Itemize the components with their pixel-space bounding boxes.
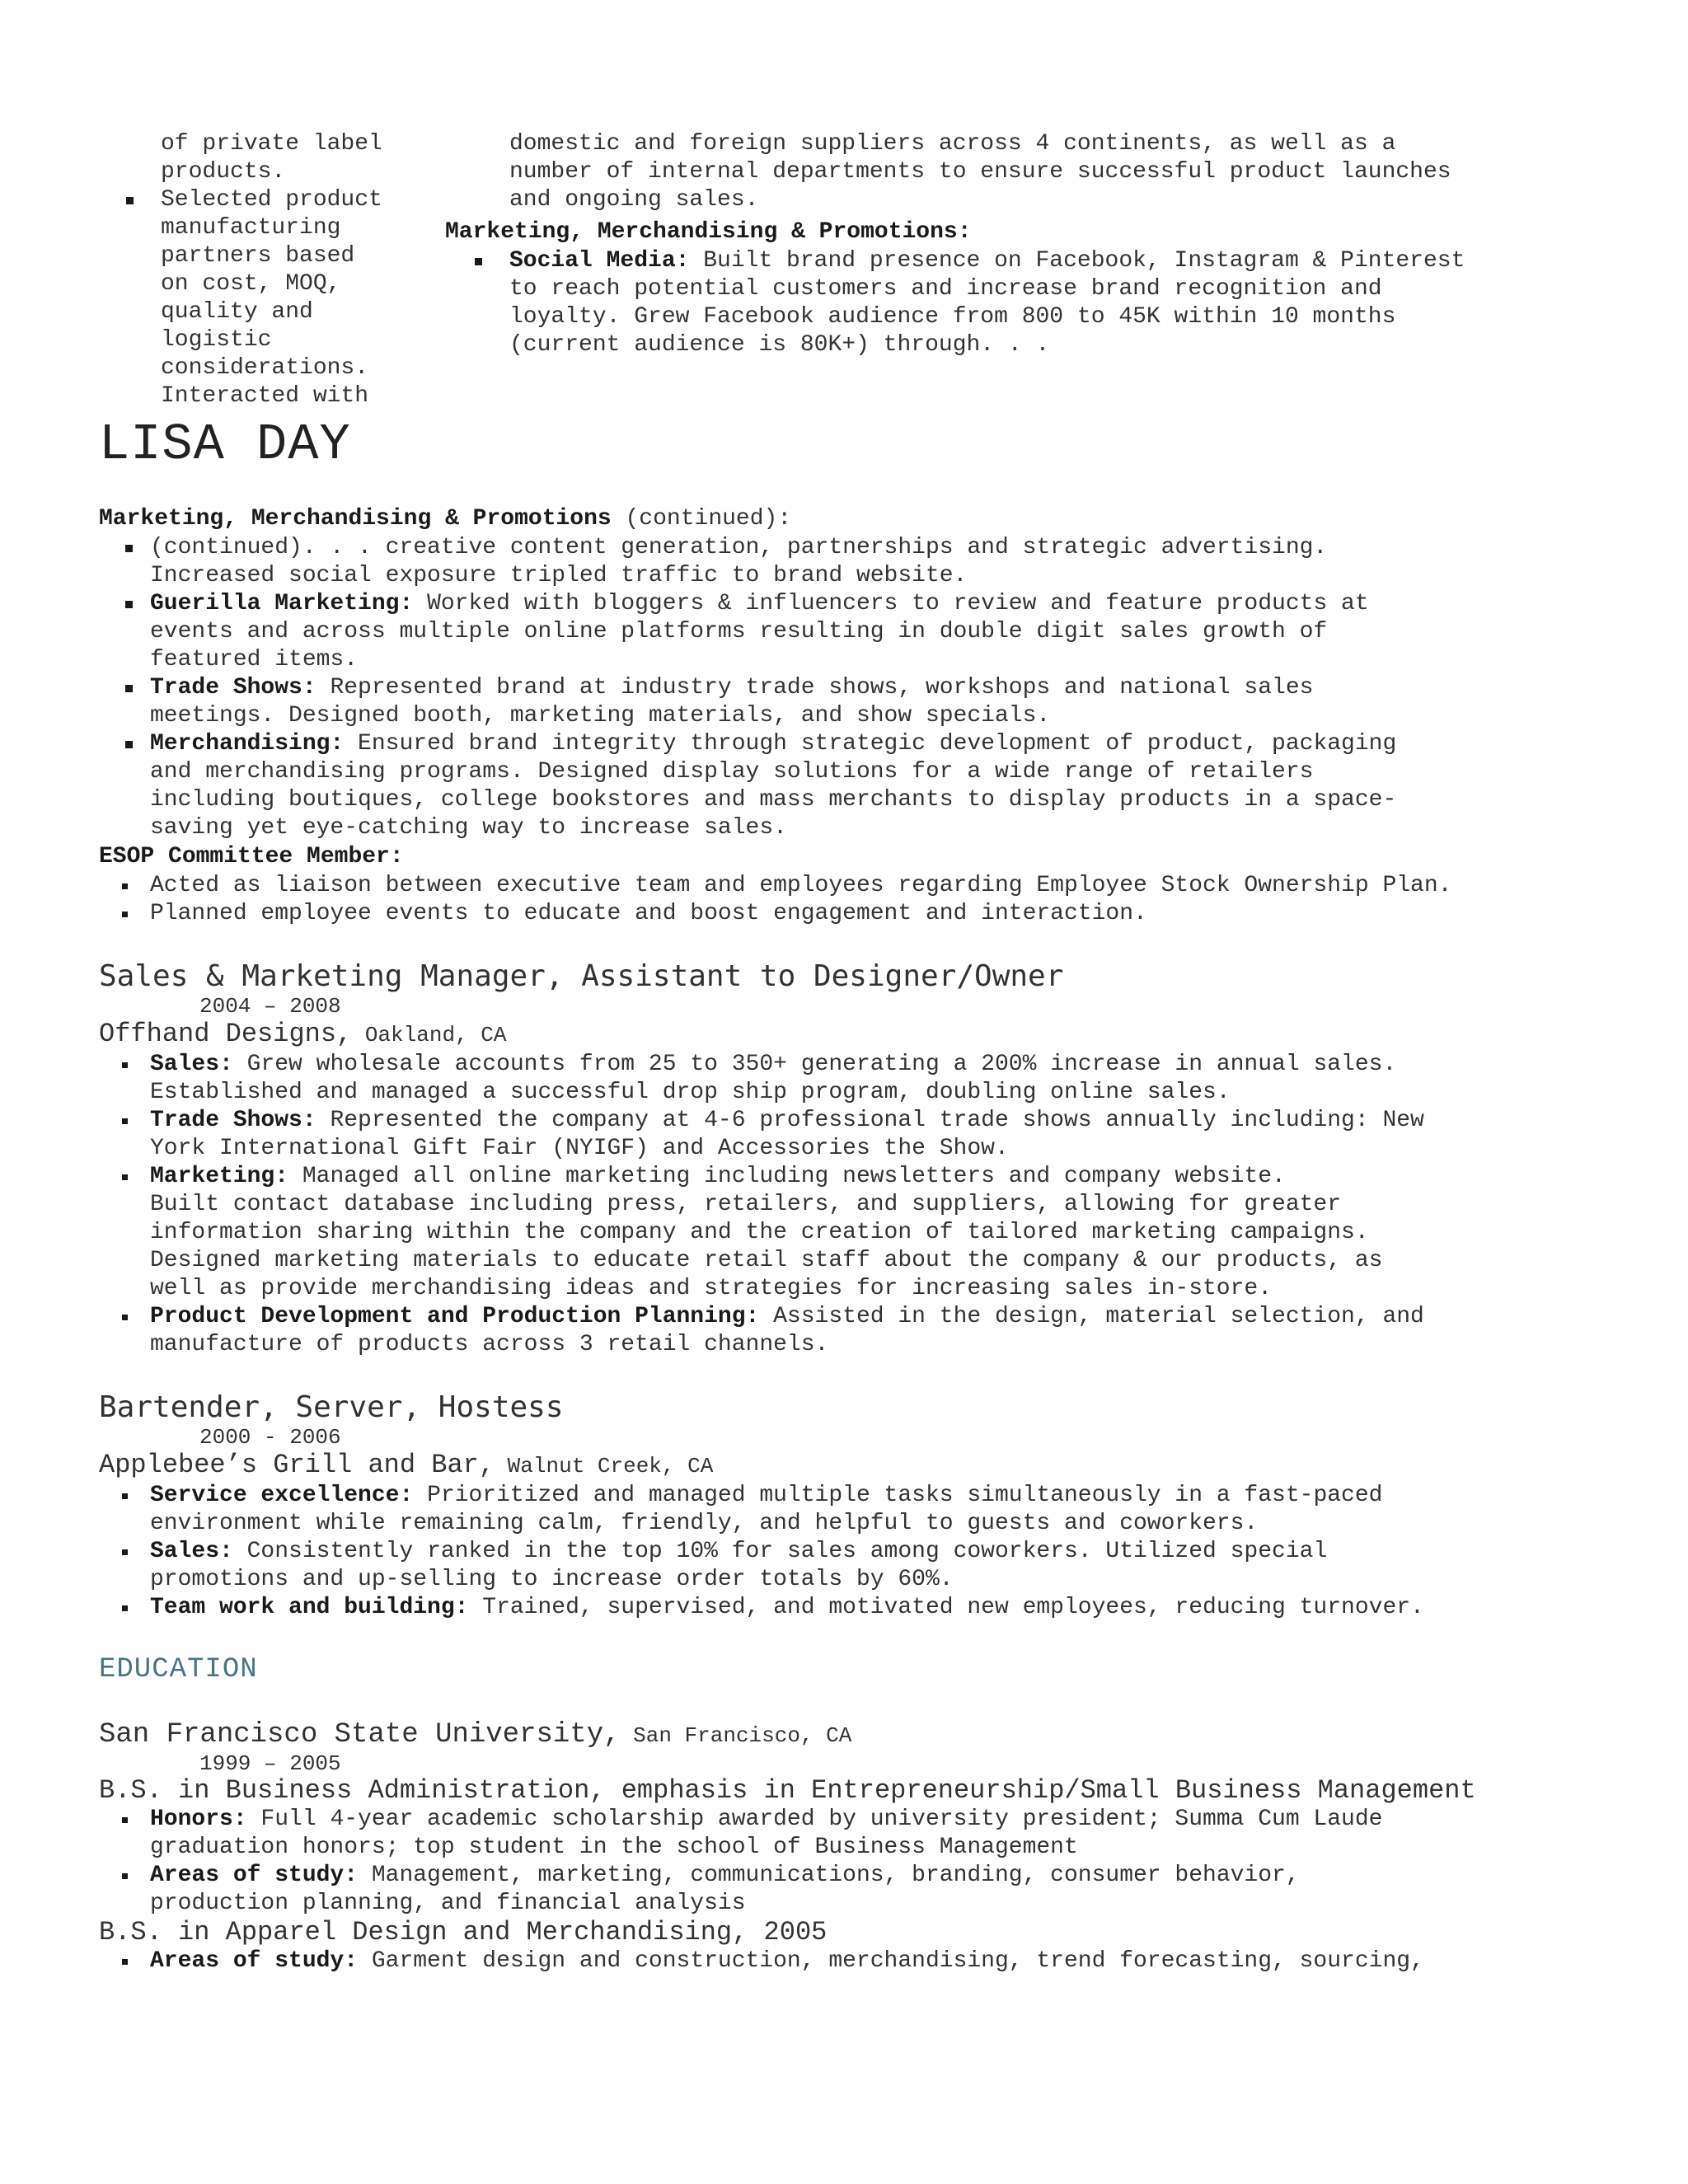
bullet-square-icon: [126, 197, 134, 204]
bullet-text: Ensured brand integrity through strategic development of product, packaging: [344, 731, 1397, 757]
bullet-line: [150, 1594, 1566, 1622]
bullet-line: meetings. Designed booth, marketing materials, and show specials.: [150, 703, 1051, 729]
list-item: [99, 534, 1566, 590]
bullet-square-icon: [122, 1174, 128, 1180]
fragment-left-column: [161, 130, 408, 410]
fragment-left-line: partners based: [161, 243, 355, 269]
fragment-right-line: [509, 247, 1550, 275]
spacer: [99, 1686, 1566, 1719]
bullet-square-icon: [122, 1873, 128, 1879]
fragment-left-line: products.: [161, 159, 286, 185]
fragment-right-line: (current audience is 80K+) through. . .: [509, 332, 1050, 358]
bullet-line: graduation honors; top student in the school of Business Management: [150, 1835, 1078, 1860]
bullet-square-icon: [122, 1315, 128, 1320]
school-name: San Francisco State University,: [99, 1719, 621, 1750]
bullet-text: Trained, supervised, and motivated new employees, reducing turnover.: [468, 1595, 1424, 1620]
bullet-line: including boutiques, college bookstores and mass merchants to display products in a space-: [150, 787, 1397, 813]
bullet-line: Increased social exposure tripled traffic to brand website.: [150, 563, 968, 588]
bullet-text: Represented the company at 4-6 professional trade shows annually including: New: [316, 1108, 1424, 1133]
bullet-label: Social Media:: [509, 248, 690, 274]
bullet-square-icon: [122, 1493, 128, 1499]
bullet-label: Merchandising:: [150, 731, 345, 757]
bullet-text: Full 4-year academic scholarship awarded by university president; Summa Cum Laude: [246, 1807, 1383, 1832]
bullet-text: Worked with bloggers & influencers to review and feature products at: [413, 591, 1369, 616]
list-item: [99, 674, 1566, 730]
bullet-line: [150, 1107, 1566, 1135]
bullet-line: featured items.: [150, 647, 359, 673]
bullet-text: Managed all online marketing including newsletters and company website.: [288, 1164, 1286, 1189]
bullet-line: production planning, and financial analysis: [150, 1891, 746, 1916]
bullet-square-icon: [125, 545, 133, 552]
mmp-section-label: [99, 504, 1566, 534]
school: [99, 1719, 1566, 1751]
list-item: [99, 1806, 1566, 1862]
bullet-line: [150, 1862, 1566, 1890]
job-title: Sales & Marketing Manager, Assistant to Designer/Owner: [99, 959, 1064, 993]
bullet-square-icon: [122, 1118, 128, 1124]
list-item: [99, 1107, 1566, 1163]
bullet-line: Acted as liaison between executive team and employees regarding Employee Stock Ownership Plan.: [150, 873, 1452, 898]
bullet-square-icon: [125, 741, 133, 748]
bullet-label: Trade Shows:: [150, 1108, 316, 1133]
fragment-right-subheading: Marketing, Merchandising & Promotions:: [445, 219, 972, 245]
employer-location: Oakland, CA: [352, 1023, 507, 1047]
list-item: [99, 872, 1566, 900]
degree2-bullet-list: [99, 1947, 1566, 1975]
bullet-line: (continued). . . creative content generation, partnerships and strategic advertising.: [150, 535, 1328, 560]
bullet-line: events and across multiple online platforms resulting in double digit sales growth of: [150, 619, 1328, 644]
fragment-left-line: Interacted with: [161, 383, 369, 409]
bullet-text: Assisted in the design, material selection, and: [759, 1304, 1424, 1329]
bullet-square-icon: [122, 1549, 128, 1555]
fragment-right-line: number of internal departments to ensure successful product launches: [509, 159, 1451, 185]
bullet-label: Team work and building:: [150, 1595, 469, 1620]
bullet-square-icon: [122, 912, 128, 917]
employer: [99, 1450, 1566, 1482]
list-item: [99, 1862, 1566, 1918]
list-item: [99, 1594, 1566, 1622]
bullet-label: Areas of study:: [150, 1948, 359, 1974]
bullet-text: Represented brand at industry trade shows, workshops and national sales: [316, 675, 1314, 701]
fragment-left-line: of private label: [161, 131, 382, 157]
list-item: [99, 1303, 1566, 1359]
fragment-left-line: considerations.: [161, 355, 369, 381]
bullet-label: Sales:: [150, 1052, 233, 1077]
bullet-line: [150, 590, 1566, 618]
bullet-line: [150, 1303, 1566, 1331]
fragment-right-line: to reach potential customers and increase brand recognition and: [509, 276, 1382, 302]
fragment-left-line: Selected product: [161, 187, 382, 213]
job2-bullet-list: [99, 1482, 1566, 1622]
esop-section-label: ESOP Committee Member:: [99, 844, 404, 869]
bullet-square-icon: [125, 685, 133, 692]
school-location: San Francisco, CA: [620, 1723, 852, 1748]
bullet-label: Marketing:: [150, 1164, 289, 1189]
bullet-text: Grew wholesale accounts from 25 to 350+ generating a 200% increase in annual sales.: [232, 1052, 1397, 1077]
job-title: Bartender, Server, Hostess: [99, 1390, 564, 1424]
list-item: [99, 1947, 1566, 1975]
bullet-square-icon: [122, 1605, 128, 1611]
bullet-line: Designed marketing materials to educate retail staff about the company & our products, as: [150, 1248, 1383, 1273]
list-item: [99, 1163, 1566, 1303]
bullet-line: York International Gift Fair (NYIGF) and Accessories the Show.: [150, 1136, 1009, 1161]
fragment-left-line: logistic: [161, 327, 272, 353]
list-item: [99, 1051, 1566, 1107]
list-item: [99, 590, 1566, 674]
bullet-text: Prioritized and managed multiple tasks simultaneously in a fast-paced: [413, 1483, 1383, 1508]
main-content: [99, 504, 1566, 1975]
bullet-line: [150, 1538, 1566, 1566]
fragment-left-bullet-item: [161, 186, 408, 410]
bullet-line: manufacture of products across 3 retail channels.: [150, 1332, 829, 1357]
education-heading: EDUCATION: [99, 1654, 258, 1685]
bullet-line: [150, 1947, 1566, 1975]
education-dates: 1999 – 2005: [199, 1751, 341, 1776]
fragment-right-paragraph: [445, 130, 1550, 214]
bullet-text: Garment design and construction, merchandising, trend forecasting, sourcing,: [358, 1948, 1424, 1974]
fragment-left-line: on cost, MOQ,: [161, 271, 341, 297]
degree1-bullet-list: [99, 1806, 1566, 1918]
bullet-line: well as provide merchandising ideas and strategies for increasing sales in-store.: [150, 1276, 1273, 1301]
bullet-label: Service excellence:: [150, 1483, 414, 1508]
bullet-line: promotions and up-selling to increase order totals by 60%.: [150, 1567, 954, 1592]
bullet-line: Planned employee events to educate and boost engagement and interaction.: [150, 901, 1147, 926]
job-dates: 2000 - 2006: [199, 1425, 341, 1450]
resume-name-header: LISA DAY: [99, 415, 351, 474]
fragment-right-line: domestic and foreign suppliers across 4 continents, as well as a: [509, 131, 1396, 157]
bullet-square-icon: [122, 1817, 128, 1823]
spacer: [99, 928, 1566, 959]
bullet-line: Established and managed a successful drop ship program, doubling online sales.: [150, 1080, 1231, 1105]
bullet-square-icon: [122, 883, 128, 889]
fragment-left-line: quality and: [161, 299, 313, 325]
fragment-right-line: loyalty. Grew Facebook audience from 800 to 45K within 10 months: [509, 304, 1396, 330]
bullet-label: Product Development and Production Planning:: [150, 1304, 760, 1329]
employer-location: Walnut Creek, CA: [495, 1454, 714, 1479]
list-item: [99, 1538, 1566, 1594]
bullet-line: [150, 1163, 1566, 1191]
bullet-line: [150, 1051, 1566, 1079]
bullet-label: Trade Shows:: [150, 675, 316, 701]
degree-title: B.S. in Business Administration, emphasis in Entrepreneurship/Small Business Management: [99, 1775, 1476, 1806]
fragment-right-column: [445, 130, 1550, 359]
bullet-line: information sharing within the company and the creation of tailored marketing campaigns.: [150, 1220, 1369, 1245]
bullet-label: Honors:: [150, 1807, 247, 1832]
fragment-right-line: and ongoing sales.: [509, 187, 759, 213]
spacer: [99, 1622, 1566, 1653]
employer-name: Applebee’s Grill and Bar,: [99, 1450, 495, 1480]
bullet-square-icon: [122, 1062, 128, 1068]
employer-name: Offhand Designs,: [99, 1019, 353, 1049]
bullet-text: Consistently ranked in the top 10% for sales among coworkers. Utilized special: [232, 1539, 1328, 1564]
bullet-square-icon: [122, 1959, 128, 1965]
bullet-label: Sales:: [150, 1539, 233, 1564]
mmp-label-bold: Marketing, Merchandising & Promotions: [99, 506, 612, 532]
fragment-right-bullet-item: [445, 247, 1550, 359]
job-dates: 2004 – 2008: [199, 994, 341, 1019]
bullet-line: [150, 730, 1566, 758]
bullet-line: [150, 1806, 1566, 1834]
bullet-square-icon: [125, 601, 133, 608]
bullet-square-icon: [475, 258, 482, 265]
bullet-line: saving yet eye-catching way to increase sales.: [150, 815, 787, 841]
mmp-label-rest: (continued):: [611, 506, 792, 532]
degree-title: B.S. in Apparel Design and Merchandising, 2005: [99, 1917, 828, 1947]
spacer: [99, 1359, 1566, 1390]
bullet-line: Built contact database including press, retailers, and suppliers, allowing for greater: [150, 1192, 1342, 1217]
bullet-label: Guerilla Marketing:: [150, 591, 414, 616]
bullet-label: Areas of study:: [150, 1863, 359, 1888]
bullet-text: Built brand presence on Facebook, Instagram & Pinterest: [689, 248, 1465, 274]
bullet-line: [150, 1482, 1566, 1510]
fragment-left-line: manufacturing: [161, 215, 341, 241]
bullet-line: [150, 674, 1566, 702]
employer: [99, 1019, 1566, 1051]
esop-bullet-list: [99, 872, 1566, 928]
list-item: [99, 1482, 1566, 1538]
mmp-bullet-list: [99, 534, 1566, 842]
bullet-line: environment while remaining calm, friendly, and helpful to guests and coworkers.: [150, 1511, 1259, 1536]
list-item: [99, 730, 1566, 842]
bullet-line: and merchandising programs. Designed display solutions for a wide range of retailers: [150, 759, 1314, 785]
list-item: [99, 900, 1566, 928]
bullet-text: Management, marketing, communications, branding, consumer behavior,: [358, 1863, 1300, 1888]
job1-bullet-list: [99, 1051, 1566, 1359]
